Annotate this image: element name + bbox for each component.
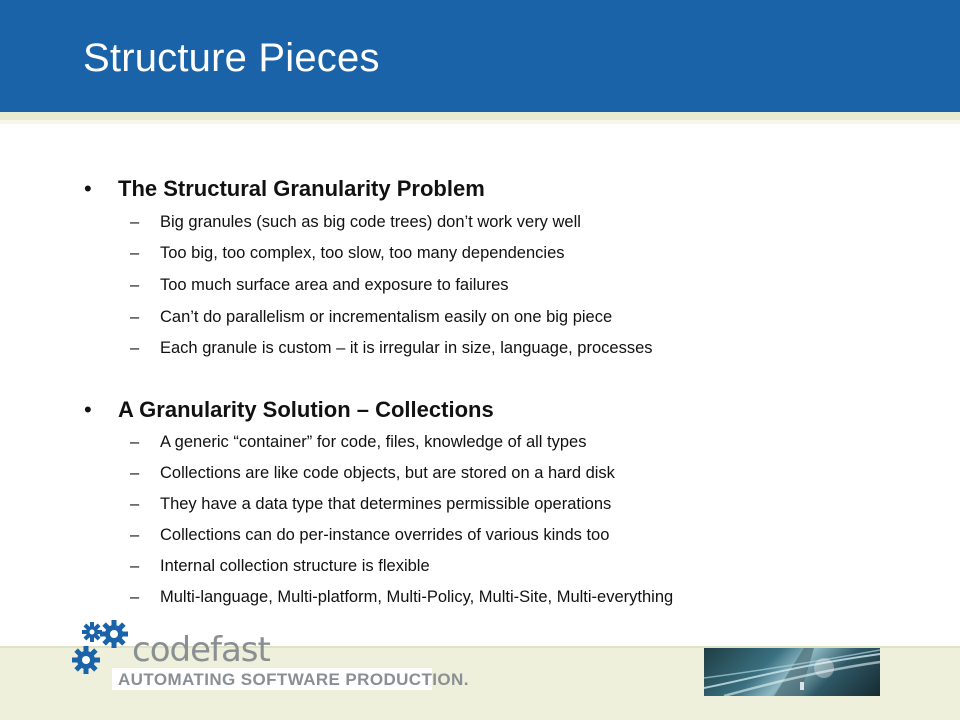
sub-bullet (130, 495, 611, 514)
section-heading-text: The Structural Granularity Problem (118, 176, 485, 201)
sub-bullet (130, 339, 653, 358)
sub-bullet-text: Too big, too complex, too slow, too many dependencies (160, 244, 565, 262)
dash-icon: – (130, 433, 140, 451)
title-underline-stripe (0, 112, 960, 120)
dash-icon: – (130, 464, 140, 482)
sub-bullet-text: A generic “container” for code, files, knowledge of all types (160, 433, 587, 451)
sub-bullet-text: Big granules (such as big code trees) don’t work very well (160, 213, 581, 231)
sub-bullet-text: Multi-language, Multi-platform, Multi-Policy, Multi-Site, Multi-everything (160, 588, 674, 606)
sub-bullet (130, 308, 612, 327)
bullet-icon: • (84, 397, 92, 422)
sub-bullet-text: They have a data type that determines permissible operations (160, 495, 612, 513)
sub-bullet (130, 276, 509, 295)
sub-bullet (130, 464, 615, 483)
logo-tagline: AUTOMATING SOFTWARE PRODUCTION. (118, 670, 469, 689)
dash-icon: – (130, 588, 140, 606)
sub-bullet (130, 244, 565, 263)
section-heading-text: A Granularity Solution – Collections (118, 397, 494, 422)
sub-bullet (130, 526, 609, 545)
dash-icon: – (130, 557, 140, 575)
sub-bullet-text: Collections are like code objects, but are stored on a hard disk (160, 464, 615, 482)
sub-bullet (130, 588, 673, 607)
sub-bullet (130, 213, 581, 232)
sub-bullet-text: Collections can do per-instance overrides of various kinds too (160, 526, 610, 544)
dash-icon: – (130, 495, 140, 513)
dash-icon: – (130, 213, 140, 231)
dash-icon: – (130, 244, 140, 262)
sub-bullet-text: Each granule is custom – it is irregular in size, language, processes (160, 339, 653, 357)
bullet-icon: • (84, 176, 92, 201)
sub-bullet (130, 433, 586, 452)
title-underline-stripe-pale (0, 120, 960, 124)
title-bar (0, 0, 960, 112)
logo-wordmark: codefast (132, 630, 270, 670)
dash-icon: – (130, 308, 140, 326)
section-heading (84, 397, 494, 423)
section-heading (84, 176, 485, 202)
sub-bullet-text: Too much surface area and exposure to failures (160, 276, 509, 294)
dash-icon: – (130, 276, 140, 294)
sub-bullet-text: Can’t do parallelism or incrementalism easily on one big piece (160, 308, 613, 326)
road-light-streaks-image (704, 648, 880, 696)
sub-bullet (130, 557, 430, 576)
slide-title: Structure Pieces (83, 36, 380, 80)
sub-bullet-text: Internal collection structure is flexible (160, 557, 430, 575)
dash-icon: – (130, 526, 140, 544)
dash-icon: – (130, 339, 140, 357)
